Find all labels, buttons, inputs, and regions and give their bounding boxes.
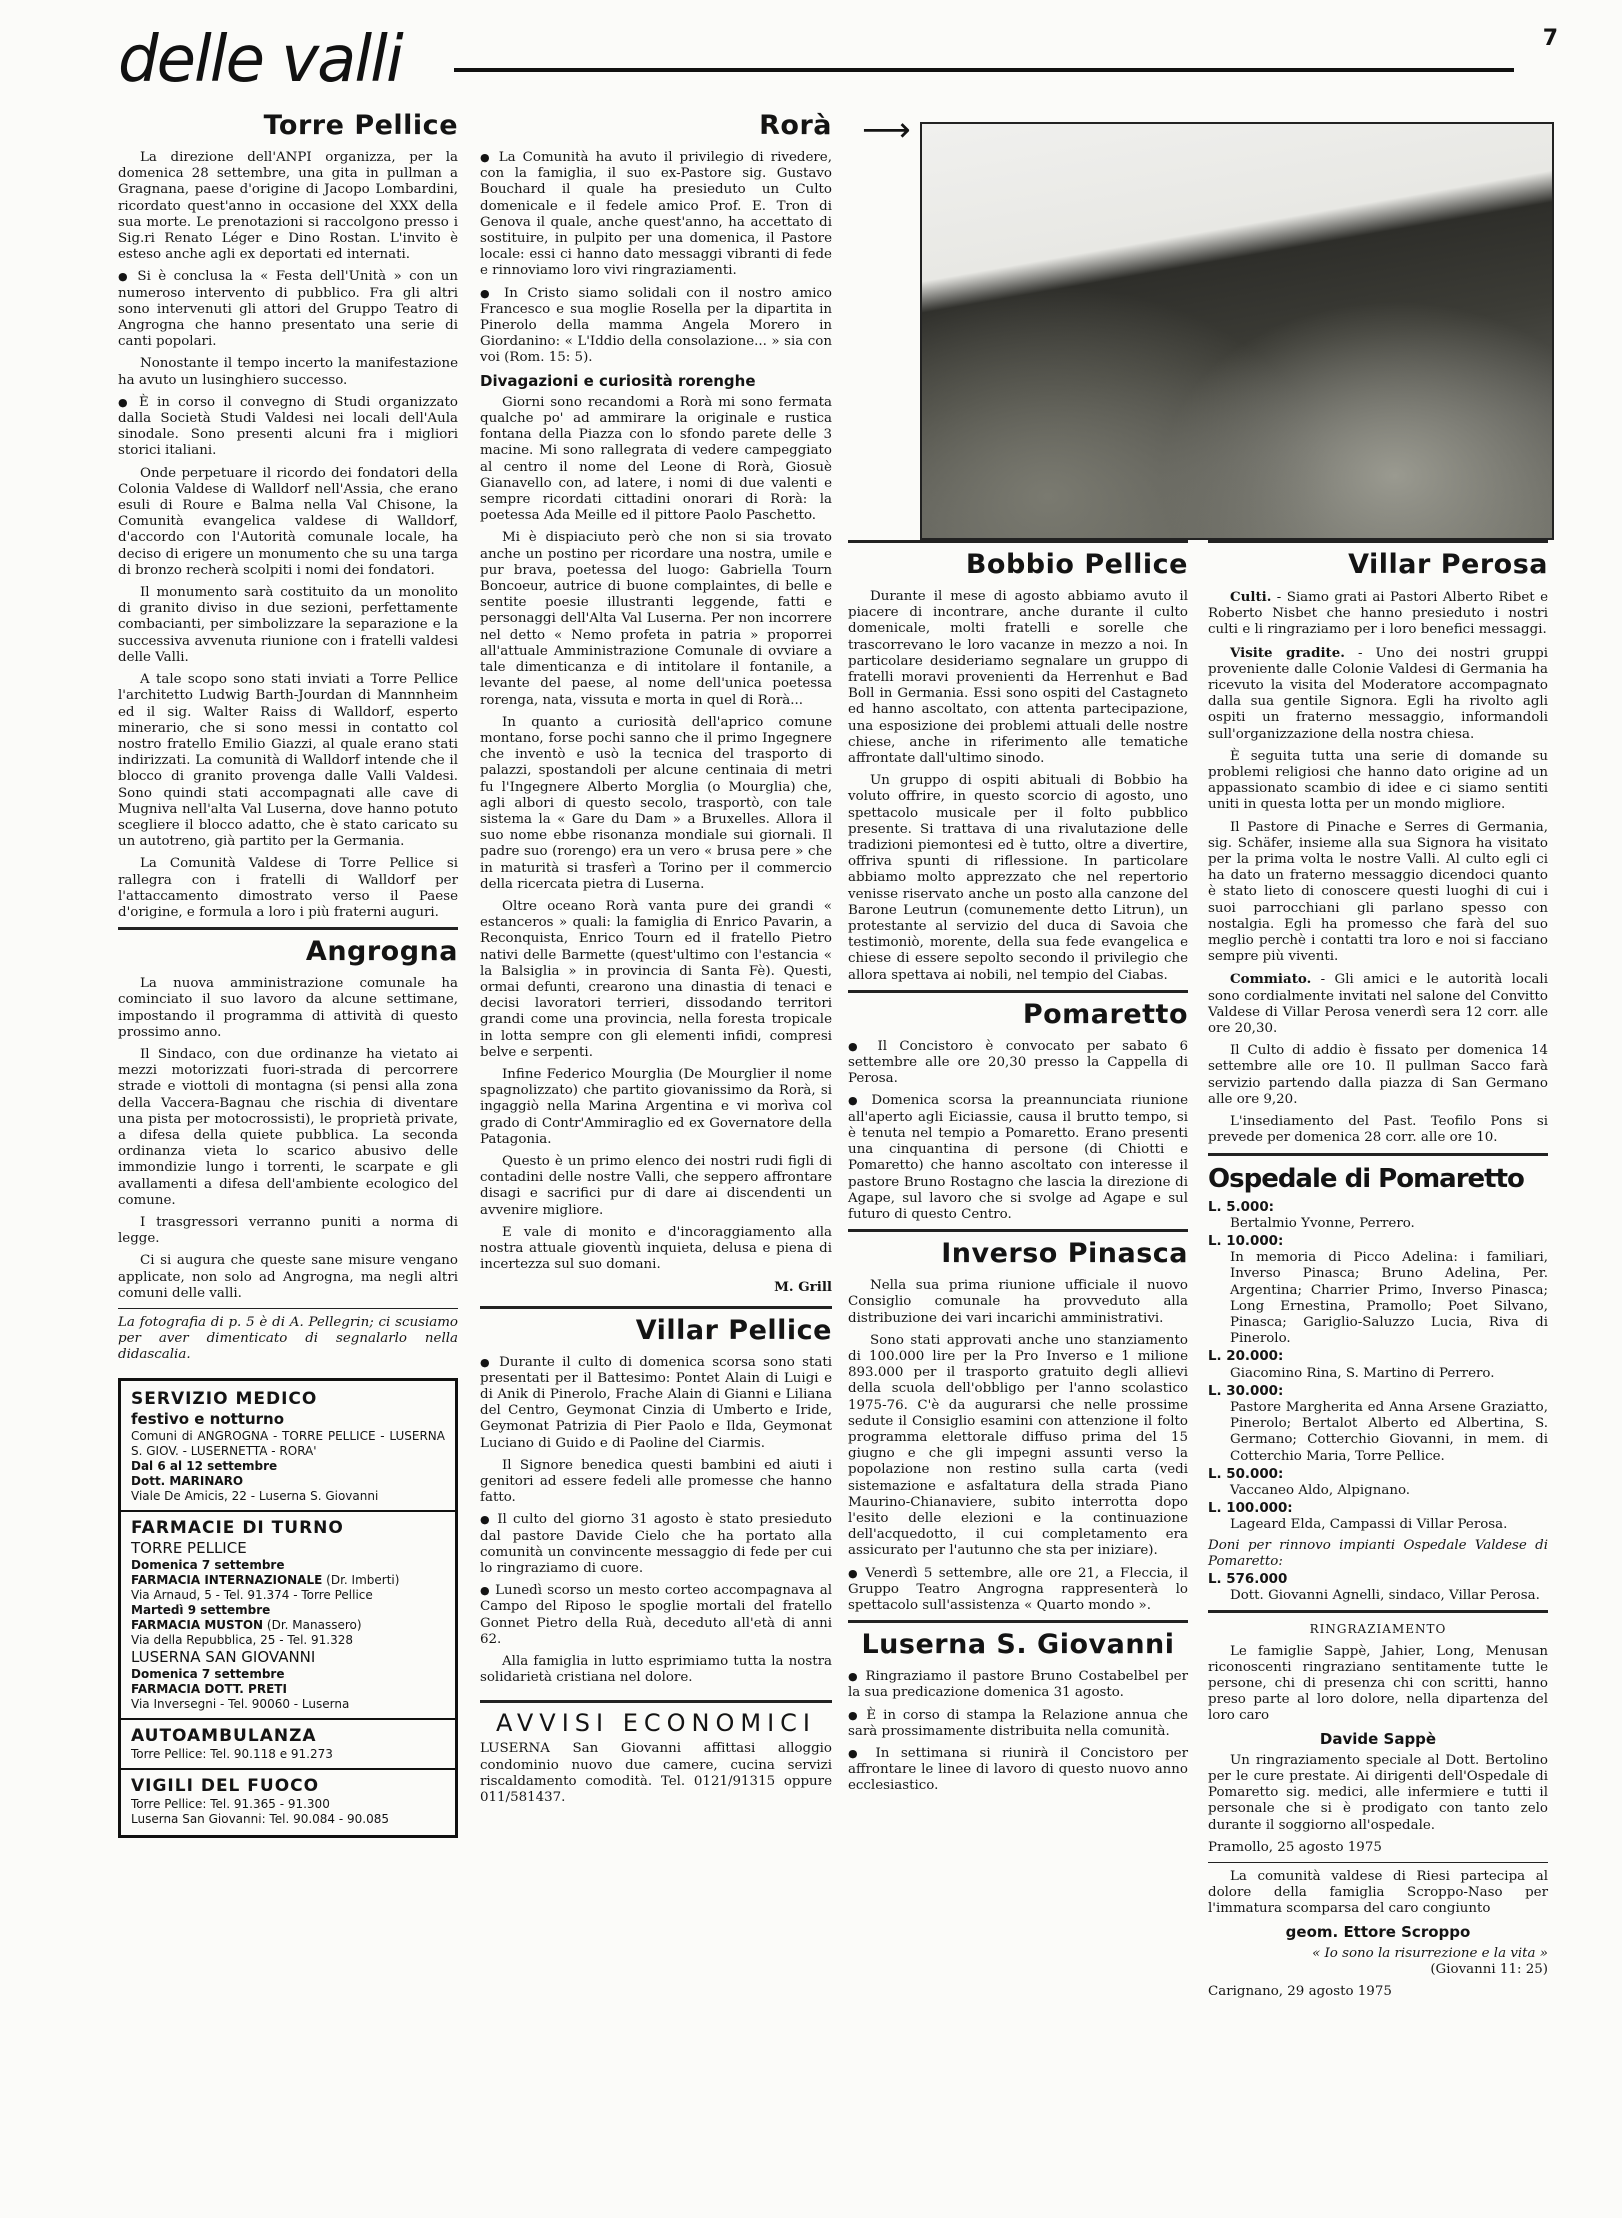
donation-amount: L. 20.000: — [1208, 1349, 1284, 1365]
box-divider — [121, 1510, 455, 1512]
paragraph: Onde perpetuare il ricordo dei fondatori della Colonia Valdese di Walldorf nell'Assia, che erano esuli di Roure e Balma nella Val Chisone, la Comunità evangelica valdese di Walldorf, d'accordo con l'Autorità comunale locale, ha deciso di erigere un monumento che su una targa di bronzo recherà scolpiti i nomi dei fondatori. — [118, 465, 458, 578]
pharmacy-name: FARMACIA MUSTON — [131, 1617, 264, 1632]
paragraph: ● È in corso di stampa la Relazione annua che sarà prossimamente distribuita nella comunità. — [848, 1708, 1188, 1740]
paragraph: Questo è un primo elenco dei nostri rudi figli di contadini delle nostre Valli, che seppero affrontare disagi e sacrifici pur di dare ai discendenti un avvenire migliore. — [480, 1153, 832, 1218]
donation-amount: L. 50.000: — [1208, 1466, 1284, 1482]
donor-name: Lageard Elda, Campassi di Villar Perosa. — [1230, 1517, 1508, 1533]
paragraph: ● Si è conclusa la « Festa dell'Unità » con un numeroso intervento di pubblico. Fra gli altri sono intervenuti gli attori del Gruppo Teatro di Angrogna che hanno presentato una serie di canti popolari. — [118, 269, 458, 350]
paragraph: I trasgressori verranno puniti a norma di legge. — [118, 1214, 458, 1247]
paragraph: ● Domenica scorsa la preannunciata riunione all'aperto agli Eiciassie, causa il brutto tempo, si è tenuta nel tempio a Pomaretto. Erano presenti una cinquantina di persone (di Chiotti e Pomaretto) che hanno ascoltato con interesse il pastore Bruno Rostagno che lascia la direzione di Agape, sul lavoro che si svolge ad Agape e sul futuro di questo Centro. — [848, 1093, 1188, 1223]
box-divider — [121, 1768, 455, 1770]
services-comuni: Comuni di ANGROGNA - TORRE PELLICE - LUSERNA S. GIOV. - LUSERNETTA - RORA' — [131, 1428, 445, 1458]
services-title: SERVIZIO MEDICO — [131, 1388, 318, 1409]
firefighters-phone: Torre Pellice: Tel. 91.365 - 91.300 — [131, 1796, 330, 1811]
services-box — [118, 1378, 458, 1838]
pharmacy-date: Domenica 7 settembre — [131, 1666, 285, 1681]
pharmacy-address: Via della Repubblica, 25 - Tel. 91.328 — [131, 1632, 354, 1647]
box-divider — [121, 1718, 455, 1720]
paragraph: Il monumento sarà costituito da un monolito di granito diviso in due sezioni, perfettamente combacianti, per simbolizzare la separazione e la successiva avvenuta riunione con i fratelli valdesi delle Valli. — [118, 585, 458, 665]
column-1 — [118, 104, 458, 1838]
deceased-name: Davide Sappè — [1319, 1729, 1437, 1748]
classified-ad: LUSERNA San Giovanni affittasi alloggio condominio nuovo due camere, cucina servizi riscaldamento comodità. Tel. 0121/91315 oppure 011/581437. — [480, 1741, 832, 1806]
paragraph: - Siamo grati ai Pastori Alberto Ribet e Roberto Nisbet che hanno presieduto i nostri culti e li ringraziamo per i loro benefici messaggi. — [1208, 590, 1548, 638]
paragraph: È seguita tutta una serie di domande su problemi religiosi che hanno dato origine ad un appassionato scambio di idee e ci siamo sentiti uniti in questa lotta per un mondo migliore. — [1208, 748, 1548, 813]
paragraph: Oltre oceano Rorà vanta pure dei grandi « estanceros » quali: la famiglia di Enrico Pavarin, a Reconquista, Enrico Tourn ed il fratello Pietro nativi delle Barmette (quest'ultimo con l'estancia « la Balsiglia » in provincia di Santa Fè). Questi, ormai defunti, crearono una dinastia di tenaci e decisi lavoratori terrieri, dissodando territori grandi come una provincia, nella foresta tropicale in lotta sempre con gli elementi infidi, compresi belve e serpenti. — [480, 898, 832, 1060]
donor-entry — [1208, 1349, 1548, 1381]
paragraph: In quanto a curiosità dell'aprico comune montano, forse pochi sanno che il primo Ingegnere che inventò e usò la tecnica del trasporto di palazzi, spostandoli per alcune centinaia di metri fu l'Ingegnere Alberto Morglia (o Mourglia) che, agli albori di questo secolo, trasportò, con tale sistema la « Gare du Dam » a Bruxelles. Allora il suo nome ebbe risonanza mondiale sui giornali. Il padre suo (rorengo) era un vero « brusa pere » che in maturità si trasferì a Torino per il commercio della ricercata pietra di Luserna. — [480, 714, 832, 892]
thanks-title: RINGRAZIAMENTO — [1309, 1622, 1447, 1637]
firefighters-title: VIGILI DEL FUOCO — [131, 1775, 320, 1796]
donor-name: Giacomino Rina, S. Martino di Perrero. — [1230, 1365, 1495, 1381]
pharmacy-date: Domenica 7 settembre — [131, 1557, 285, 1572]
donor-entry — [1208, 1501, 1548, 1533]
paragraph: Durante il mese di agosto abbiamo avuto il piacere di incontrare, anche durante il culto domenicale, molti fratelli e sorelle che trascorrevano le loro vacanze in mezzo a noi. In particolare desideriamo segnalare un gruppo di fratelli moravi provenienti da Herrenhut e Bad Boll in Germania. Essi sono ospiti del Castagneto ed hanno ascoltato, con attenta partecipazione, una esposizione dei problemi attuali delle nostre chiese, anche in riferimento alle tematiche affrontate dall'ultimo sinodo. — [848, 589, 1188, 767]
pharmacy-address: Via Inversegni - Tel. 90060 - Luserna — [131, 1696, 350, 1711]
paragraph: Mi è dispiaciuto però che non si sia trovato anche un postino per ricordare una nostra, umile e pur brava, poetessa del luogo: Gabriella Tourn Boncoeur, autrice di buone complaintes, di belle e sentite poesie illustranti leggende, fatti e personaggi dell'Alta Val Luserna. Per non incorrere nel detto « Nemo profeta in patria » proporrei all'attuale Amministrazione Comunale di ovviare a tale dimenticanza e di intitolare il fontanile, a levante del paese, al nome dell'unica poetessa rorenga, nata, vissuta e morta in quel di Rorà... — [480, 530, 832, 708]
paragraph-lead: Commiato. — [1230, 971, 1312, 988]
paragraph: Le famiglie Sappè, Jahier, Long, Menusan riconoscenti ringraziano sentitamente tutte le persone, chi di presenza chi con scritti, hanno preso parte al loro dolore, nella dipartenza del loro caro — [1208, 1643, 1548, 1724]
pharmacy-doctor: (Dr. Imberti) — [326, 1572, 400, 1587]
donor-name: Pastore Margherita ed Anna Arsene Graziatto, Pinerolo; Bertalot Alberto ed Albertina, S. Germano; Cotterchio Giovanni, in mem. di Cotterchio Maria, Torre Pellice. — [1230, 1399, 1548, 1464]
arrow-icon: ⟶ — [862, 110, 911, 150]
paragraph: ● In settimana si riunirà il Concistoro per affrontare le linee di lavoro di questo nuovo anno ecclesiastico. — [848, 1746, 1188, 1795]
section-title-inverso-pinasca: Inverso Pinasca — [941, 1238, 1188, 1270]
paragraph: La direzione dell'ANPI organizza, per la domenica 28 settembre, una gita in pullman a Gragnana, paese d'origine di Jacopo Lombardini, ricordato quest'anno in occasione del XXX della sua morte. Le prenotazioni si raccolgono presso i Sig.ri Renato Léger e Dino Rostan. L'invito è esteso anche agli ex deportati ed internati. — [118, 150, 458, 263]
section-rule — [1208, 1862, 1548, 1863]
paragraph: ● È in corso il convegno di Studi organizzato dalla Società Studi Valdesi nei locali dell'Aula sinodale. Sono presenti alcuni fra i migliori storici italiani. — [118, 395, 458, 460]
section-title-ospedale: Ospedale di Pomaretto — [1208, 1163, 1524, 1194]
paragraph-lead: Visite gradite. — [1230, 644, 1345, 661]
paragraph: Un gruppo di ospiti abituali di Bobbio ha voluto offrire, in questo scorcio di agosto, uno spettacolo musicale per il folto pubblico presente. Si trattava di una rivalutazione delle tradizioni piemontesi ed è tutto, oltre a divertire, offriva spunti di riflessione. In particolare abbiamo molto apprezzato che nel repertorio venisse riservato anche un posto alla canzone del Barone Leutrun (comunemente detto Litrun), un protestante al servizio del duca di Savoia che testimoniò, morente, della sua fede evangelica e chiese di essere sepolto secondo il privilegio che allora spettava ai nobili, nel tempio del Ciabas. — [848, 773, 1188, 983]
donor-name: Bertalmio Yvonne, Perrero. — [1230, 1215, 1415, 1231]
section-title-pomaretto: Pomaretto — [1022, 998, 1188, 1030]
section-rule — [118, 1308, 458, 1309]
donor-list — [1208, 1200, 1548, 1534]
firefighters-phone: Luserna San Giovanni: Tel. 90.084 - 90.085 — [131, 1811, 390, 1826]
paragraph: ● In Cristo siamo solidali con il nostro amico Francesco e sua moglie Rosella per la dipartita in Pinerolo della mamma Angela Morero in Giordanino: « L'Iddio della consolazione... » sia con voi (Rom. 15: 5). — [480, 286, 832, 367]
column-2 — [480, 104, 832, 1812]
section-title-villar-pellice: Villar Pellice — [635, 1314, 832, 1346]
paragraph: Sono stati approvati anche uno stanziamento di 100.000 lire per la Pro Inverso e 1 milione 893.000 per il trasporto gratuito degli allievi della scuola dell'obbligo per l'anno scolastico 1975-76. C'è da augurarsi che nelle prossime sedute il Consiglio esamini con attenzione il folto programma elettorale diffuso prima del 15 giugno e che gli impegni assunti verso la popolazione non restino sulla carta (vedi sistemazione e asfaltatura della strada Piano Maurino-Chianaviere, subito interrotta dopo l'esito delle elezioni e la continuazione dell'acquedotto, il cui completamento era assicurato per l'autunno che sta per iniziare). — [848, 1332, 1188, 1559]
paragraph: Giorni sono recandomi a Rorà mi sono fermata qualche po' ad ammirare la originale e rustica fontana della Piazza con lo sfondo parete delle 3 macine. Mi sono rallegrata di vedere campeggiato al centro il nome del Leone di Rorà, Giosuè Gianavello con, ad latere, i nomi di due valenti e sempre ricordati cittadini onorari di Rorà: la poetessa Ada Meille ed il pittore Paolo Paschetto. — [480, 394, 832, 524]
paragraph: ● Ringraziamo il pastore Bruno Costabelbel per la sua predicazione domenica 31 agosto. — [848, 1669, 1188, 1701]
section-kicker: delle valli — [118, 23, 402, 97]
paragraph: La comunità valdese di Riesi partecipa al dolore della famiglia Scroppo-Naso per l'immatura scomparsa del caro congiunto — [1208, 1869, 1548, 1917]
paragraph: Il Pastore di Pinache e Serres di Germania, sig. Schäfer, insieme alla sua Signora ha visitato per la prima volta le nostre Valli. Al culto egli ci ha dato un fraterno messaggio dicendoci quanto è stato lieto di conoscere questi luoghi di cui i suoi parrocchiani gli parlano spesso con nostalgia. Egli ha promesso che farà del suo meglio perchè i contatti tra loro e noi si facciano sempre più viventi. — [1208, 819, 1548, 965]
place-date: Carignano, 29 agosto 1975 — [1208, 1984, 1392, 2000]
section-title-angrogna: Angrogna — [305, 936, 458, 968]
paragraph: ● Durante il culto di domenica scorsa sono stati presentati per il Battesimo: Pontet Alain di Luigi e di Anik di Pinerolo, Frache Alain di Gianni e Liliana del Centro, Geymonat Cinzia di Umberto e Iride, Geymonat Patrizia di Pier Paolo e Ilda, Geymonat Luciano di Guido e di Paoline del Ciarmis. — [480, 1355, 832, 1452]
pharmacy-name: FARMACIA INTERNAZIONALE — [131, 1572, 323, 1587]
paragraph: La nuova amministrazione comunale ha cominciato il suo lavoro da alcune settimane, impostando il programma di attività di questo prossimo anno. — [118, 976, 458, 1040]
ambulance-title: AUTOAMBULANZA — [131, 1725, 317, 1746]
donor-name: Vaccaneo Aldo, Alpignano. — [1230, 1482, 1411, 1498]
paragraph: Il Signore benedica questi bambini ed aiuti i genitori ad essere fedeli alle promesse che hanno fatto. — [480, 1457, 832, 1506]
section-title-villar-perosa: Villar Perosa — [1348, 549, 1548, 580]
paragraph: ● Il Concistoro è convocato per sabato 6 settembre alle ore 20,30 presso la Cappella di Perosa. — [848, 1039, 1188, 1088]
donation-amount: L. 30.000: — [1208, 1383, 1284, 1399]
bible-reference: (Giovanni 11: 25) — [1430, 1962, 1548, 1978]
pharmacy-date: Martedì 9 settembre — [131, 1602, 271, 1617]
paragraph: ● Il culto del giorno 31 agosto è stato presieduto dal pastore Davide Cielo che ha portato alla comunità un convincente messaggio di fede per cui lo ringraziamo di cuore. — [480, 1512, 832, 1577]
paragraph: A tale scopo sono stati inviati a Torre Pellice l'architetto Ludwig Barth-Jourdan di Mannnheim ed il sig. Walter Raiss di Walldorf, esperto minerario, che si sono messi in contatto col nostro fratello Emilio Giazzi, al quale erano stati indirizzati. La comunità di Walldorf intende che il blocco di granito provenga dalle Valli Valdesi. Sono quindi stati accompagnati alle cave di Mugniva nell'alta Val Luserna, dove hanno potuto scegliere il blocco adatto, che è stato caricato su un autotreno, già partito per la Germania. — [118, 672, 458, 850]
section-title-luserna: Luserna S. Giovanni — [861, 1629, 1175, 1661]
paragraph-lead: Culti. — [1230, 589, 1272, 605]
pharmacy-title: FARMACIE DI TURNO — [131, 1517, 344, 1538]
pharmacy-town: TORRE PELLICE — [131, 1538, 247, 1557]
paragraph: Nonostante il tempo incerto la manifestazione ha avuto un lusinghiero successo. — [118, 356, 458, 388]
donation-note: Doni per rinnovo impianti Ospedale Valdese di Pomaretto: — [1208, 1537, 1548, 1569]
header-rule — [454, 68, 1514, 72]
donor-entry — [1208, 1234, 1548, 1347]
paragraph: La Comunità Valdese di Torre Pellice si rallegra con i fratelli di Walldorf per l'attaccamento dimostrato verso il Paese d'origine, e formula a loro i più fraterni auguri. — [118, 856, 458, 920]
classifieds-title: AVVISI ECONOMICI — [480, 1700, 832, 1737]
column-4 — [1208, 534, 1548, 2006]
page-number: 7 — [1542, 26, 1558, 51]
paragraph: ● Venerdì 5 settembre, alle ore 21, a Fleccia, il Gruppo Teatro Angrogna rappresenterà lo spettacolo sull'assistenza « Quarto mondo ». — [848, 1566, 1188, 1615]
paragraph: Alla famiglia in lutto esprimiamo tutta la nostra solidarietà cristiana nel dolore. — [480, 1654, 832, 1686]
services-dates: Dal 6 al 12 settembre — [131, 1458, 278, 1473]
donor-entry — [1208, 1384, 1548, 1465]
donor-name: Dott. Giovanni Agnelli, sindaco, Villar Perosa. — [1230, 1588, 1540, 1604]
paragraph: Infine Federico Mourglia (De Mourglier il nome spagnolizzato) che partito giovanissimo da Rorà, si ingaggiò nella Marina Argentina e vi morìva col grado di Contr'Ammiraglio ed ex Governatore della Patagonia. — [480, 1066, 832, 1147]
bible-quote: « Io sono la risurrezione e la vita » — [1312, 1945, 1548, 1961]
paragraph: - Uno dei nostri gruppi proveniente dalle Colonie Valdesi di Germania ha ricevuto la visita del Moderatore accompagnato dalla sua gentile Signora. Egli ha rivolto agli ospiti un fraterno messaggio, informandoli sull'organizzazione della nostra chiesa. — [1208, 645, 1548, 742]
donation-amount: L. 100.000: — [1208, 1501, 1293, 1517]
paragraph: L'insediamento del Past. Teofilo Pons si prevede per domenica 28 corr. alle ore 10. — [1208, 1114, 1548, 1146]
section-rule — [1208, 1610, 1548, 1613]
section-title-bobbio-pellice: Bobbio Pellice — [965, 549, 1188, 580]
donation-amount: L. 576.000 — [1208, 1571, 1288, 1587]
paragraph: Un ringraziamento speciale al Dott. Bertolino per le cure prestate. Ai dirigenti dell'Ospedale di Pomaretto sig. medici, alle infermiere e tutti il personale che si è prodigato con tanto zelo durante il soggiorno all'ospedale. — [1208, 1752, 1548, 1833]
donor-entry — [1208, 1467, 1548, 1499]
donation-amount: L. 10.000: — [1208, 1233, 1284, 1249]
deceased-name: geom. Ettore Scroppo — [1285, 1922, 1471, 1941]
paragraph: E vale di monito e d'incoraggiamento alla nostra attuale gioventù inquieta, delusa e piena di incertezza sul suo domani. — [480, 1224, 832, 1273]
author-signature: M. Grill — [774, 1279, 832, 1296]
place-date: Pramollo, 25 agosto 1975 — [1208, 1839, 1382, 1855]
ambulance-phone: Torre Pellice: Tel. 90.118 e 91.273 — [131, 1746, 333, 1761]
pharmacy-doctor: (Dr. Manassero) — [266, 1617, 362, 1632]
services-doctor-address: Viale De Amicis, 22 - Luserna S. Giovanni — [131, 1488, 379, 1503]
section-title-rora: Rorà — [759, 110, 832, 141]
pharmacy-town: LUSERNA SAN GIOVANNI — [131, 1647, 316, 1666]
paragraph: ● Lunedì scorso un mesto corteo accompagnava al Campo del Riposo le spoglie mortali del fratello Gonnet Pietro della Ruà, deceduto all'età di anni 62. — [480, 1583, 832, 1648]
donor-entry — [1208, 1200, 1548, 1232]
page-header — [118, 20, 1558, 100]
paragraph: ● La Comunità ha avuto il privilegio di rivedere, con la famiglia, il suo ex-Pastore sig. Gustavo Bouchard il quale ha presieduto un Culto domenicale e il fedele amico Prof. E. Tron di Genova il quale, anche quest'anno, ha accettato di sostituire, in pulpito per una domenica, il Pastore locale: essi ci hanno dato messaggi vibranti di fede e rinnoviamo loro vivi ringraziamenti. — [480, 150, 832, 280]
paragraph: Il Sindaco, con due ordinanze ha vietato ai mezzi motorizzati fuori-strada di percorrere strade e viottoli di montagna (si pensi alla zona della Vaccera-Bagnau che rischia di diventare una pista per motocrossisti), le proprietà private, a difesa della quiete pubblica. La seconda ordinanza vieta lo scarico abusivo delle immondizie lungo i torrenti, le scarpate e gli avallamenti a difesa dell'ambiente ecologico del comune. — [118, 1046, 458, 1208]
paragraph: Nella sua prima riunione ufficiale il nuovo Consiglio comunale ha provveduto alla distribuzione dei vari incarichi amministrativi. — [848, 1278, 1188, 1326]
mountain-photo — [920, 122, 1554, 540]
pharmacy-address: Via Arnaud, 5 - Tel. 91.374 - Torre Pellice — [131, 1587, 373, 1602]
column-3 — [848, 534, 1188, 1801]
paragraph: Ci si augura che queste sane misure vengano applicate, non solo ad Angrogna, ma negli altri comuni delle valli. — [118, 1253, 458, 1301]
donation-amount: L. 5.000: — [1208, 1199, 1274, 1215]
subheading: Divagazioni e curiosità rorenghe — [480, 371, 756, 390]
photo-credit-note: La fotografia di p. 5 è di A. Pellegrin; ci scusiamo per aver dimenticato di segnalarlo nella didascalia. — [118, 1315, 458, 1363]
services-subtitle: festivo e notturno — [131, 1409, 285, 1428]
section-title-torre-pellice: Torre Pellice — [263, 110, 458, 141]
services-doctor: Dott. MARINARO — [131, 1473, 244, 1488]
donor-name: In memoria di Picco Adelina: i familiari, Inverso Pinasca; Bruno Adelina, Per. Argentina; Charrier Primo, Inverso Pinasca; Long Ernestina, Pramollo; Poet Silvano, Pinasca; Gariglio-Saluzzo Lucia, Riva di Pinerolo. — [1230, 1250, 1548, 1347]
paragraph: - Gli amici e le autorità locali sono cordialmente invitati nel salone del Convitto Valdese di Villar Perosa venerdì sera 12 corr. alle ore 20,30. — [1208, 972, 1548, 1037]
pharmacy-name: FARMACIA DOTT. PRETI — [131, 1681, 287, 1696]
paragraph: Il Culto di addio è fissato per domenica 14 settembre alle ore 10. Il pullman Sacco farà servizio partendo dalla piazza di San Germano alle ore 9,20. — [1208, 1043, 1548, 1107]
